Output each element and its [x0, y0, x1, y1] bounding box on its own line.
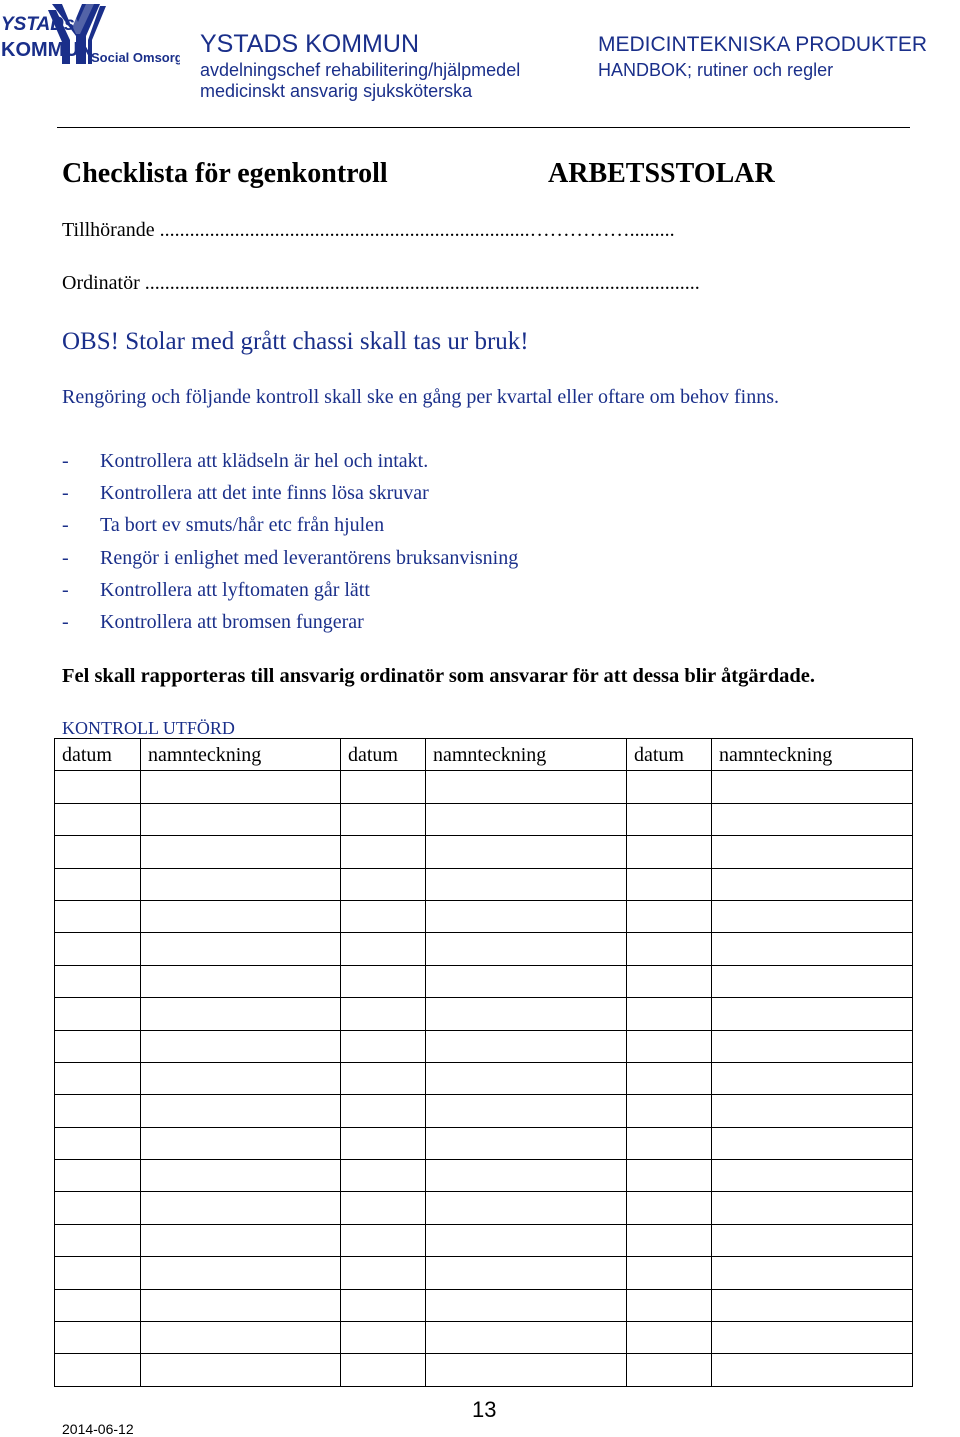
table-cell — [341, 868, 426, 900]
table-cell — [341, 1160, 426, 1192]
table-cell — [341, 803, 426, 835]
table-cell — [627, 803, 712, 835]
table-cell — [55, 1224, 141, 1256]
table-cell — [341, 1289, 426, 1321]
table-row — [55, 1095, 913, 1127]
table-cell — [712, 998, 913, 1030]
column-header-namnteckning: namnteckning — [712, 739, 913, 771]
table-cell — [426, 900, 627, 932]
checklist-item-text: Kontrollera att bromsen fungerar — [100, 610, 364, 633]
table-cell — [55, 1160, 141, 1192]
checklist-item-text: Kontrollera att lyftomaten går lätt — [100, 578, 370, 601]
table-cell — [426, 1030, 627, 1062]
checklist-item-text: Ta bort ev smuts/hår etc från hjulen — [100, 514, 385, 537]
table-cell — [712, 1127, 913, 1159]
log-caption: KONTROLL UTFÖRD — [62, 718, 235, 738]
table-cell — [141, 868, 341, 900]
table-cell — [426, 1257, 627, 1289]
doc-category: MEDICINTEKNISKA PRODUKTER — [598, 33, 928, 56]
intro-text: Rengöring och följande kontroll skall ske en gång per kvartal eller oftare om behov finns. — [62, 386, 780, 408]
table-cell — [712, 1322, 913, 1354]
column-header-datum: datum — [627, 739, 712, 771]
table-row — [55, 900, 913, 932]
table-cell — [141, 1030, 341, 1062]
table-cell — [141, 998, 341, 1030]
table-cell — [141, 933, 341, 965]
table-cell — [627, 771, 712, 803]
column-header-datum: datum — [341, 739, 426, 771]
table-cell — [712, 836, 913, 868]
table-cell — [712, 900, 913, 932]
list-item: - Rengör i enlighet med leverantörens bruksanvisning — [62, 546, 519, 569]
checklist-item-text: Rengör i enlighet med leverantörens bruksanvisning — [100, 546, 519, 569]
logo-dept: Social Omsorg — [91, 50, 180, 65]
table-cell — [141, 1354, 341, 1386]
page-number: 13 — [472, 1397, 497, 1422]
table-cell — [141, 1192, 341, 1224]
ystad-crest-icon — [0, 0, 180, 72]
table-row — [55, 933, 913, 965]
table-cell — [712, 933, 913, 965]
table-cell — [141, 1322, 341, 1354]
table-cell — [341, 1192, 426, 1224]
table-cell — [426, 1062, 627, 1094]
table-cell — [426, 868, 627, 900]
table-cell — [341, 1257, 426, 1289]
table-cell — [712, 1062, 913, 1094]
table-cell — [712, 803, 913, 835]
checklist — [62, 449, 518, 642]
table-cell — [627, 933, 712, 965]
list-item: - Kontrollera att det inte finns lösa skruvar — [62, 482, 429, 505]
table-cell — [55, 998, 141, 1030]
table-cell — [141, 900, 341, 932]
table-row — [55, 803, 913, 835]
table-row — [55, 836, 913, 868]
checklist-item-text: Kontrollera att klädseln är hel och intakt. — [100, 450, 429, 472]
table-cell — [712, 868, 913, 900]
table-cell — [341, 1127, 426, 1159]
table-cell — [712, 965, 913, 997]
table-row — [55, 1224, 913, 1256]
error-reporting-note: Fel skall rapporteras till ansvarig ordinatör som ansvarar för att dessa blir åtgärdade. — [62, 665, 815, 687]
table-cell — [627, 1257, 712, 1289]
doc-subtitle: HANDBOK; rutiner och regler — [598, 60, 834, 80]
table-cell — [712, 1192, 913, 1224]
control-log-table — [54, 738, 913, 1387]
table-cell — [341, 933, 426, 965]
table-cell — [341, 1224, 426, 1256]
table-cell — [55, 933, 141, 965]
table-cell — [426, 771, 627, 803]
table-cell — [141, 1062, 341, 1094]
table-cell — [55, 771, 141, 803]
table-cell — [712, 1160, 913, 1192]
table-cell — [627, 1160, 712, 1192]
table-row — [55, 998, 913, 1030]
table-cell — [55, 965, 141, 997]
table-cell — [627, 1192, 712, 1224]
table-cell — [341, 771, 426, 803]
table-cell — [341, 836, 426, 868]
logo-text-line1: YSTADs — [1, 14, 75, 35]
table-cell — [341, 900, 426, 932]
table-cell — [712, 771, 913, 803]
table-cell — [341, 1062, 426, 1094]
table-cell — [627, 1322, 712, 1354]
table-cell — [627, 1354, 712, 1386]
table-cell — [341, 1095, 426, 1127]
table-cell — [426, 1289, 627, 1321]
table-cell — [55, 900, 141, 932]
table-cell — [627, 1289, 712, 1321]
table-cell — [141, 836, 341, 868]
table-cell — [426, 1192, 627, 1224]
table-cell — [141, 1127, 341, 1159]
obs-notice: OBS! Stolar med grått chassi skall tas ur bruk! — [62, 328, 529, 355]
table-row — [55, 1322, 913, 1354]
table-header-row — [55, 739, 913, 771]
table-row — [55, 1354, 913, 1386]
table-row — [55, 771, 913, 803]
table-cell — [712, 1224, 913, 1256]
table-cell — [341, 1354, 426, 1386]
org-name: YSTADS KOMMUN — [200, 30, 419, 58]
table-cell — [712, 1030, 913, 1062]
ystad-kommun-logo — [0, 0, 180, 72]
table-cell — [426, 965, 627, 997]
product-title: ARBETSSTOLAR — [548, 158, 775, 189]
table-cell — [55, 1127, 141, 1159]
list-item: - Kontrollera att lyftomaten går lätt — [62, 578, 370, 601]
table-cell — [141, 1257, 341, 1289]
header-divider — [57, 127, 910, 128]
table-row — [55, 1062, 913, 1094]
table-cell — [55, 1257, 141, 1289]
table-cell — [627, 836, 712, 868]
logo-text-line2: KOMMUN — [1, 39, 94, 61]
table-row — [55, 1160, 913, 1192]
table-cell — [426, 1127, 627, 1159]
table-cell — [55, 868, 141, 900]
list-item: - Ta bort ev smuts/hår etc från hjulen — [62, 514, 385, 537]
tillhorande-field: Tillhörande ..........................................................................……………......... — [62, 219, 675, 241]
table-cell — [627, 868, 712, 900]
table-cell — [55, 1289, 141, 1321]
table-cell — [55, 836, 141, 868]
table-cell — [712, 1257, 913, 1289]
table-cell — [627, 1224, 712, 1256]
table-cell — [426, 1354, 627, 1386]
table-cell — [627, 1062, 712, 1094]
table-cell — [55, 1354, 141, 1386]
table-row — [55, 1127, 913, 1159]
table-cell — [55, 1095, 141, 1127]
table-row — [55, 1257, 913, 1289]
table-cell — [55, 1062, 141, 1094]
table-cell — [141, 771, 341, 803]
table-cell — [426, 1160, 627, 1192]
footer-date: 2014-06-12 — [62, 1421, 134, 1437]
table-cell — [712, 1095, 913, 1127]
log-body — [55, 771, 913, 1386]
table-cell — [426, 998, 627, 1030]
list-item: - Kontrollera att klädseln är hel och intakt. — [62, 450, 429, 472]
table-cell — [426, 1224, 627, 1256]
table-cell — [141, 1095, 341, 1127]
table-cell — [627, 998, 712, 1030]
column-header-namnteckning: namnteckning — [426, 739, 627, 771]
table-cell — [141, 965, 341, 997]
table-cell — [55, 1030, 141, 1062]
table-row — [55, 1289, 913, 1321]
checklist-item-text: Kontrollera att det inte finns lösa skruvar — [100, 482, 429, 505]
table-cell — [627, 965, 712, 997]
org-role-line-2: medicinskt ansvarig sjuksköterska — [200, 81, 473, 101]
table-cell — [141, 1160, 341, 1192]
table-cell — [627, 900, 712, 932]
table-cell — [426, 803, 627, 835]
column-header-namnteckning: namnteckning — [141, 739, 341, 771]
ordinator-field: Ordinatör ............................................................................................................... — [62, 272, 700, 294]
table-cell — [627, 1127, 712, 1159]
table-row — [55, 868, 913, 900]
table-cell — [341, 965, 426, 997]
table-cell — [712, 1289, 913, 1321]
page-title: Checklista för egenkontroll — [62, 158, 388, 189]
table-cell — [141, 1224, 341, 1256]
list-item: - Kontrollera att bromsen fungerar — [62, 610, 364, 633]
table-cell — [141, 803, 341, 835]
org-role-line: avdelningschef rehabilitering/hjälpmedel — [200, 60, 521, 80]
table-row — [55, 965, 913, 997]
table-cell — [55, 803, 141, 835]
table-cell — [341, 1030, 426, 1062]
table-cell — [426, 1095, 627, 1127]
column-header-datum: datum — [55, 739, 141, 771]
table-cell — [341, 998, 426, 1030]
table-cell — [341, 1322, 426, 1354]
table-cell — [627, 1095, 712, 1127]
table-cell — [627, 1030, 712, 1062]
table-cell — [141, 1289, 341, 1321]
table-row — [55, 1192, 913, 1224]
table-cell — [55, 1322, 141, 1354]
table-cell — [426, 836, 627, 868]
table-cell — [712, 1354, 913, 1386]
table-cell — [426, 933, 627, 965]
table-row — [55, 1030, 913, 1062]
table-cell — [426, 1322, 627, 1354]
table-cell — [55, 1192, 141, 1224]
